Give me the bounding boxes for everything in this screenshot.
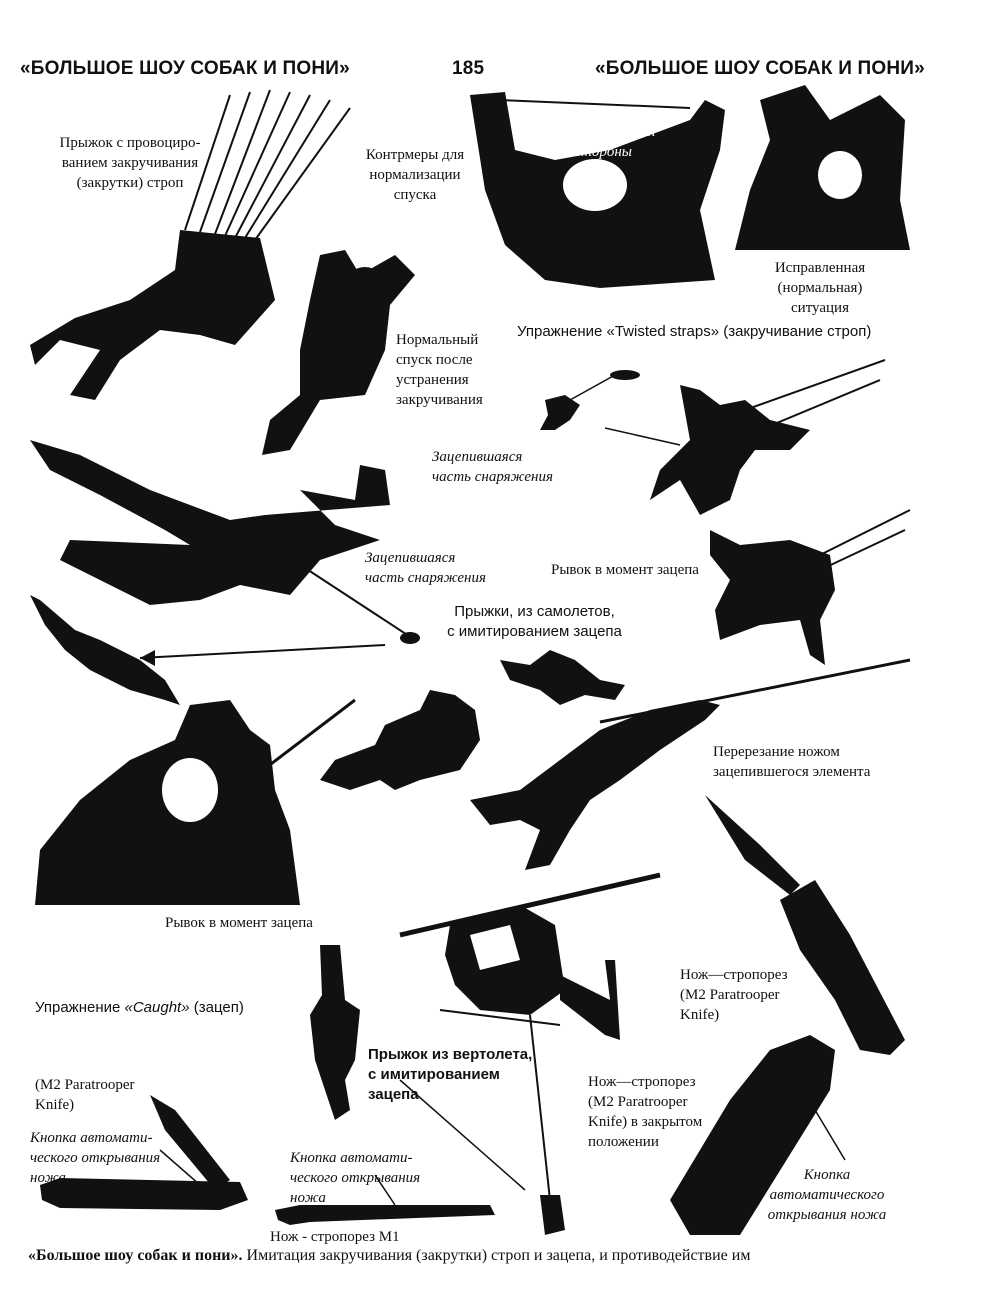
aircraft-jumps-label: Прыжки, из самолетов, с имитированием зацепа	[447, 603, 622, 640]
auto-open-button-label-2: Кнопка автомати- ческого открывания ножа	[290, 1150, 421, 1206]
caught-exercise-word: «Caught»	[124, 999, 190, 1016]
jerk-on-snag-label-2: Рывок в момент зацепа	[165, 915, 313, 931]
figure-caption	[28, 1247, 978, 1265]
line-cutter-closed-label: Нож—стропорез (M2 Paratrooper Knife) в закрытом положении	[588, 1074, 703, 1150]
line-cutter-open-label: Нож—стропорез (M2 Paratrooper Knife)	[680, 967, 788, 1023]
m1-cutter-label: Нож - стропорез М1	[270, 1229, 400, 1245]
snag-jerk-jumper-illustration	[710, 510, 910, 665]
normal-descent-jumper-illustration	[262, 250, 415, 455]
aircraft-illustration	[30, 440, 420, 644]
helicopter-snag-jumper-illustration	[310, 945, 360, 1120]
jerk-on-snag-label-1: Рывок в момент зацепа	[551, 562, 699, 578]
cutting-snag-label: Перерезание ножом зацепившегося элемента	[713, 744, 871, 780]
corrected-situation-jumper-illustration	[735, 85, 910, 250]
twist-jump-label: Прыжок с провоциро- ванием закручивания (закрутки) строп	[59, 135, 201, 191]
auto-open-button-label-3: Кнопка автоматического открывания ножа	[767, 1167, 887, 1223]
snagged-gear-label-1: Зацепившаяся часть снаряжения	[432, 449, 553, 485]
countermeasures-label: Контрмеры для нормализации спуска	[365, 147, 465, 203]
corrected-situation-label: Исправленная (нормальная) ситуация	[774, 260, 866, 316]
normal-descent-label: Нормальный спуск после устранения закручивания	[396, 332, 483, 408]
page-number: 185	[452, 58, 485, 79]
twisted-straps-exercise-title: Упражнение «Twisted straps» (закручивание строп)	[517, 323, 872, 340]
m2-knife-label: (M2 Paratrooper Knife)	[35, 1077, 135, 1113]
twisted-snag-lines-illustration	[30, 595, 385, 705]
caught-exercise-title	[35, 998, 244, 1018]
falling-skydivers-illustration	[540, 360, 885, 515]
auto-open-button-label-1: Кнопка автомати- ческого открывания ножа	[30, 1130, 161, 1186]
running-header-left: «БОЛЬШОЕ ШОУ СОБАК И ПОНИ»	[20, 58, 350, 79]
running-header-right: «БОЛЬШОЕ ШОУ СОБАК И ПОНИ»	[595, 58, 925, 79]
spread-lines-label: Разведение строп в стороны	[540, 124, 656, 160]
jerk-on-snag-jumper-closeup-illustration	[35, 700, 355, 905]
snagged-gear-label-2: Зацепившаяся часть снаряжения	[365, 550, 486, 586]
caught-exercise-suffix: (зацеп)	[189, 999, 244, 1016]
helicopter-jump-label: Прыжок из вертолета, с имитированием зацепа	[368, 1046, 533, 1103]
caption-text: Имитация закручивания (закрутки) строп и зацепа, и противодействие им	[242, 1247, 751, 1264]
caught-exercise-prefix: Упражнение	[35, 999, 125, 1016]
caption-bold: «Большое шоу собак и пони».	[28, 1247, 243, 1264]
